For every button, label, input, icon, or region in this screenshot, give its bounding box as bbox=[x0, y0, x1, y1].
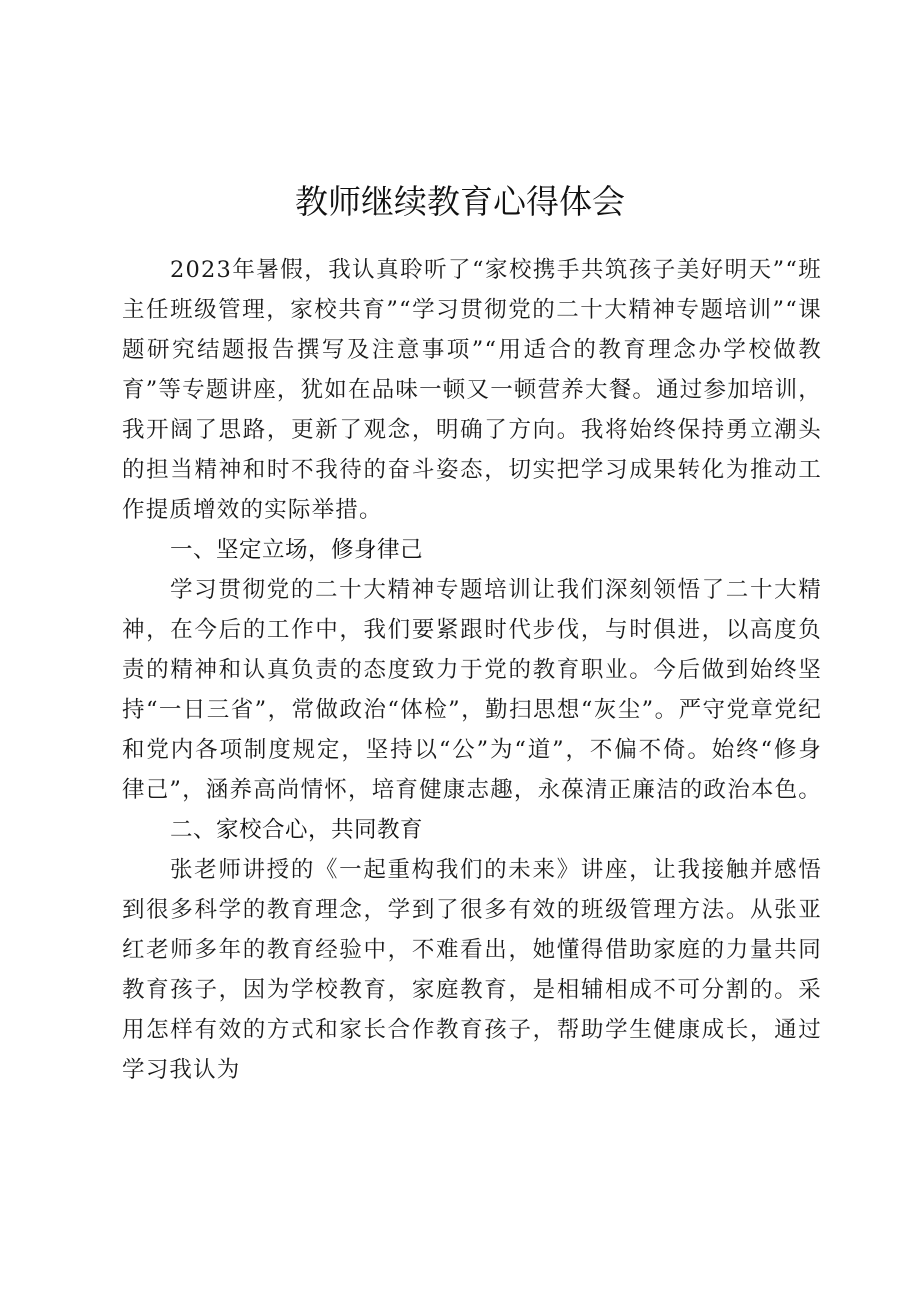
document-body bbox=[122, 250, 822, 1090]
section-heading-1: 一、坚定立场，修身律己 bbox=[170, 537, 424, 563]
section-paragraph-1: 学习贯彻党的二十大精神专题培训让我们深刻领悟了二十大精神，在今后的工作中，我们要紧跟时代步伐，与时俱进，以高度负责的精神和认真负责的态度致力于党的教育职业。今后做到始终坚持“一日三省”，常做政治“体检”，勤扫思想“灰尘”。严守党章党纪和党内各项制度规定，坚持以“公”为“道”，不偏不倚。始终“修身律己”，涵养高尚情怀，培育健康志趣，永葆清正廉洁的政治本色。 bbox=[122, 577, 823, 803]
section-paragraph-2: 张老师讲授的《一起重构我们的未来》讲座，让我接触并感悟到很多科学的教育理念，学到了很多有效的班级管理方法。从张亚红老师多年的教育经验中，不难看出，她懂得借助家庭的力量共同教育孩子，因为学校教育，家庭教育，是相辅相成不可分割的。采用怎样有效的方式和家长合作教育孩子，帮助学生健康成长，通过学习我认为 bbox=[122, 857, 822, 1083]
section-heading-2: 二、家校合心，共同教育 bbox=[170, 817, 424, 843]
intro-paragraph: 2023年暑假，我认真聆听了“家校携手共筑孩子美好明天”“班主任班级管理，家校共育”“学习贯彻党的二十大精神专题培训”“课题研究结题报告撰写及注意事项”“用适合的教育理念办学校做教育”等专题讲座，犹如在品味一顿又一顿营养大餐。通过参加培训，我开阔了思路，更新了观念，明确了方向。我将始终保持勇立潮头的担当精神和时不我待的奋斗姿态，切实把学习成果转化为推动工作提质增效的实际举措。 bbox=[122, 257, 823, 523]
document-title: 教师继续教育心得体会 bbox=[295, 182, 625, 221]
